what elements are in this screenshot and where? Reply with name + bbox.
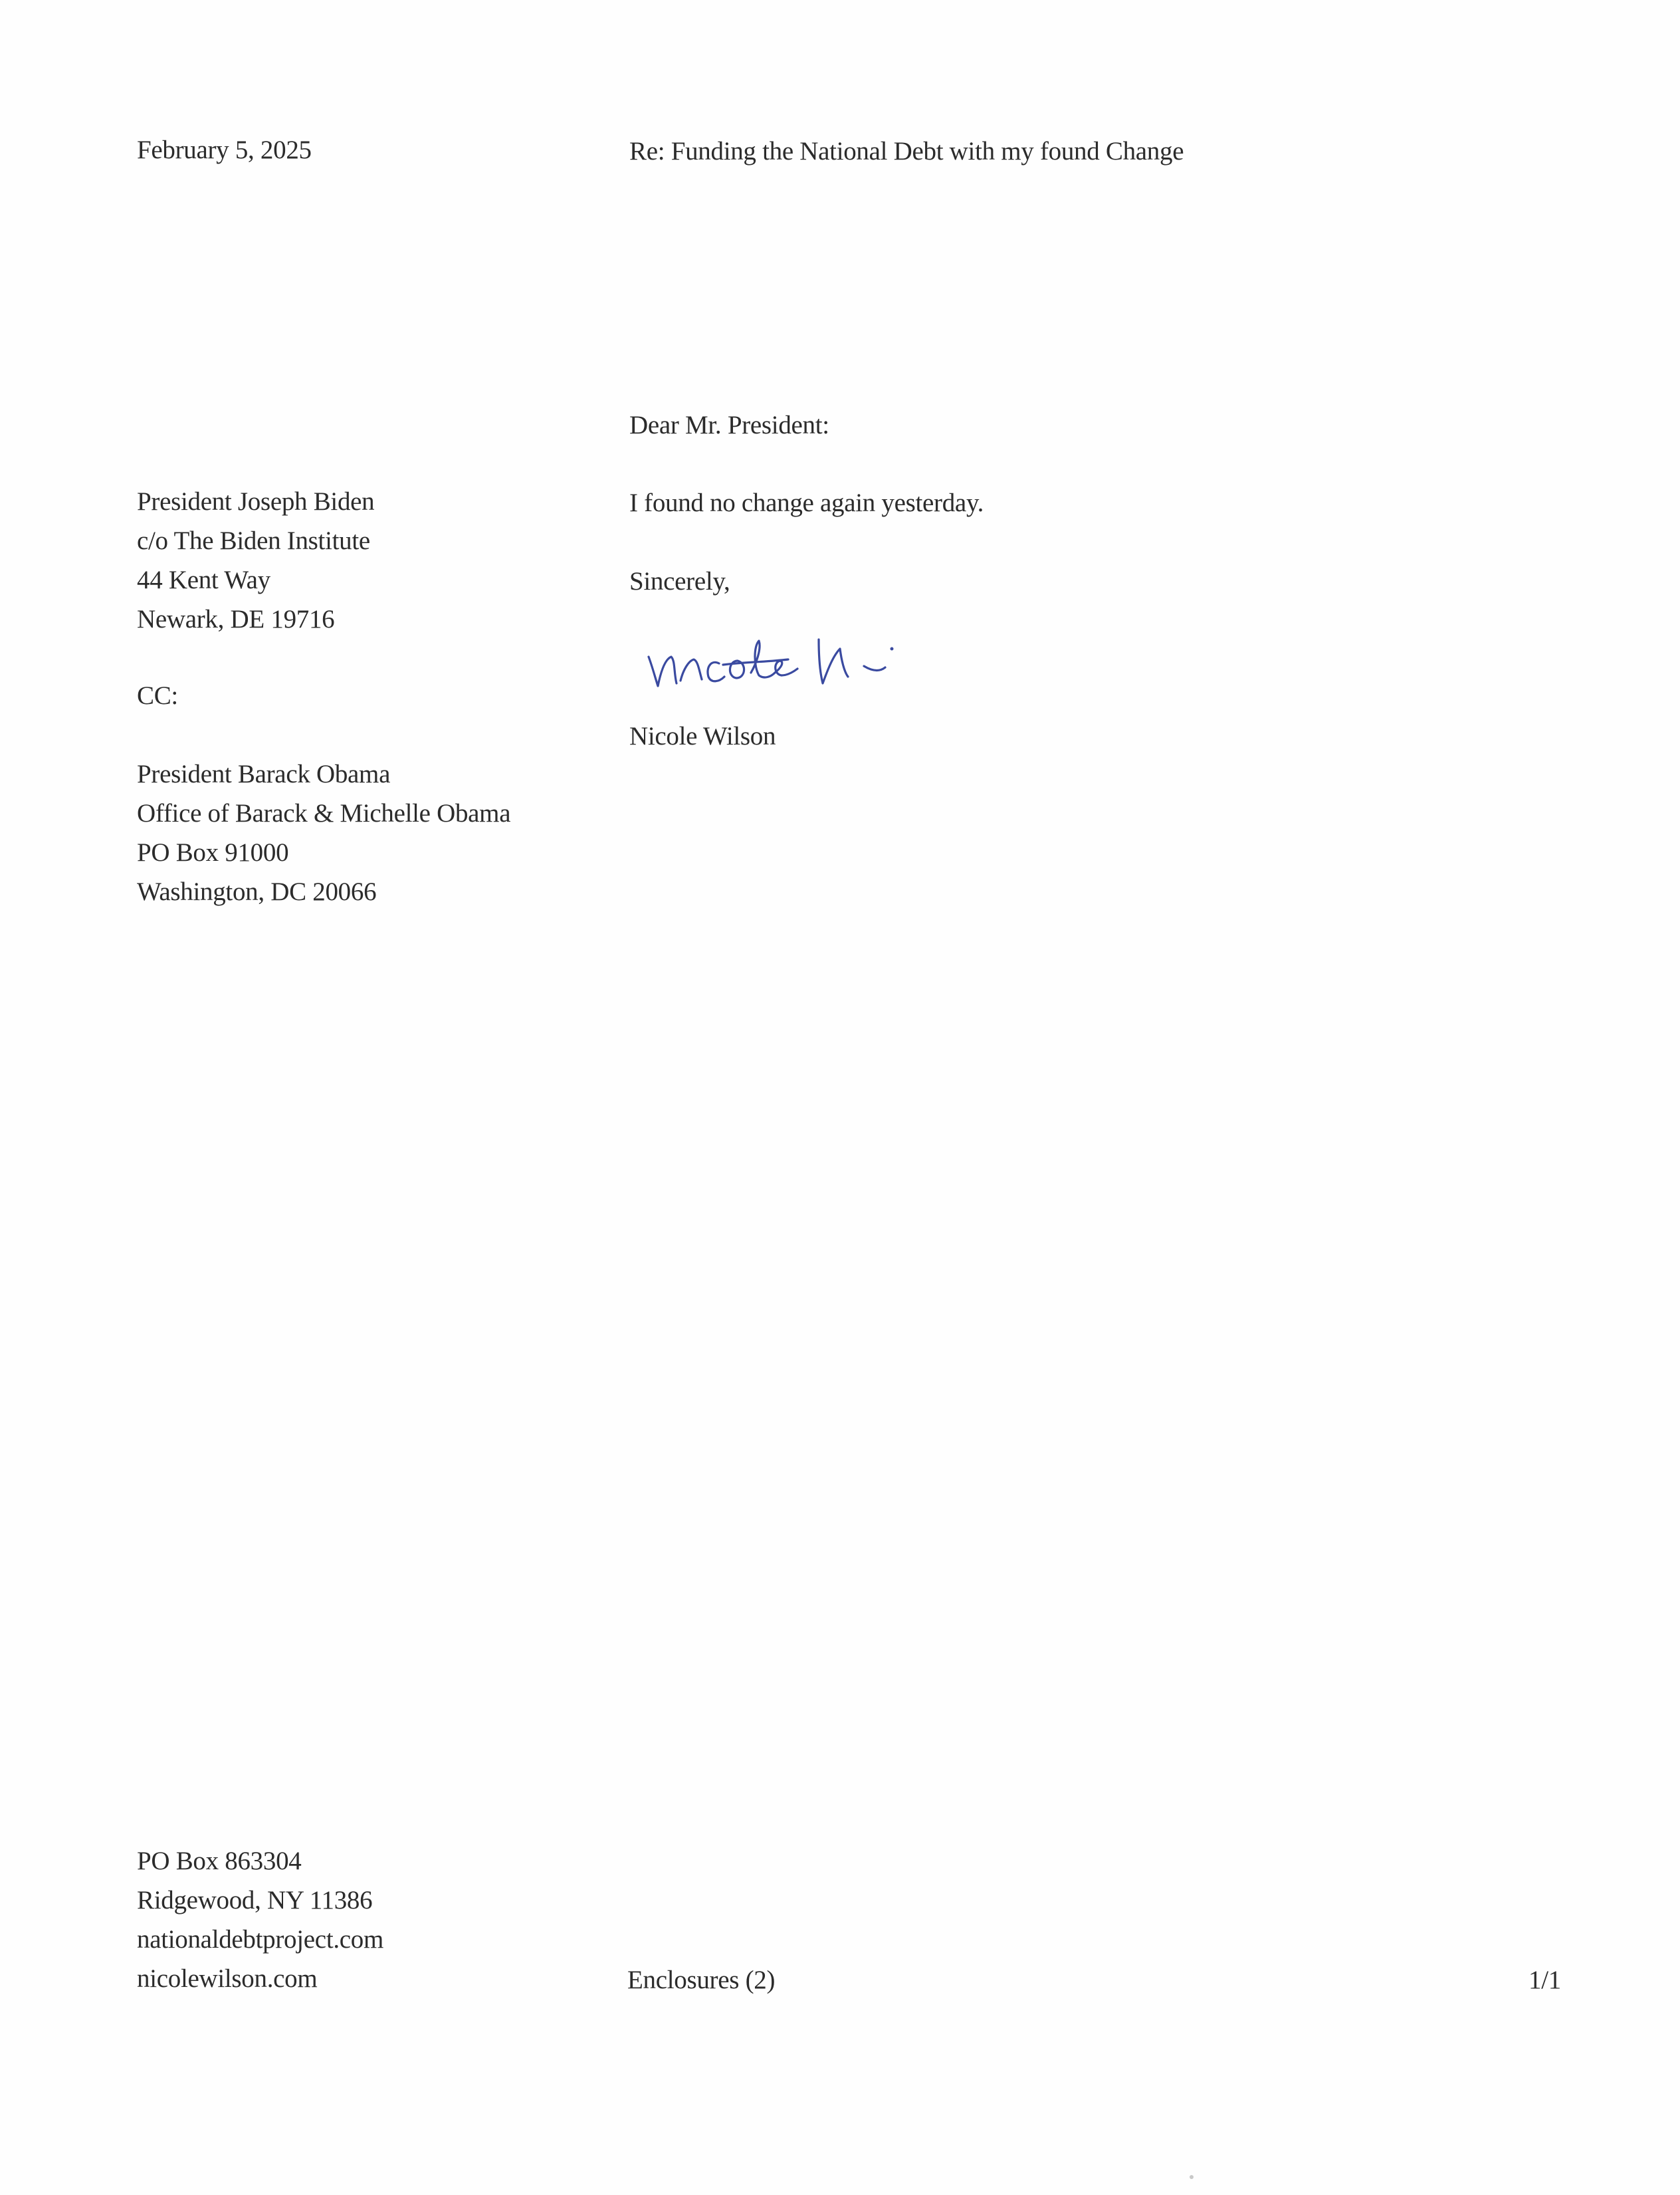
enclosures-note: Enclosures (2) (627, 1966, 776, 1994)
sender-website: nationaldebtproject.com (137, 1925, 384, 1954)
cc-line: President Barack Obama (137, 760, 391, 788)
recipient-address (137, 482, 374, 639)
cc-recipient-address (137, 754, 510, 911)
recipient-line: c/o The Biden Institute (137, 526, 370, 555)
sender-contact-line: Ridgewood, NY 11386 (137, 1886, 373, 1914)
letter-date: February 5, 2025 (137, 136, 312, 164)
recipient-line: Newark, DE 19716 (137, 605, 335, 634)
cc-line: Office of Barack & Michelle Obama (137, 799, 511, 828)
recipient-line: 44 Kent Way (137, 566, 270, 594)
letter-subject: Re: Funding the National Debt with my found Change (629, 137, 1184, 166)
sender-contact-line: PO Box 863304 (137, 1847, 302, 1875)
sender-website: nicolewilson.com (137, 1964, 318, 1993)
recipient-line: President Joseph Biden (137, 487, 375, 516)
scan-speck (1190, 2175, 1194, 2179)
salutation: Dear Mr. President: (629, 411, 829, 439)
sender-contact-block (137, 1841, 383, 1998)
cc-line: Washington, DC 20066 (137, 877, 377, 906)
cc-line: PO Box 91000 (137, 838, 289, 867)
letter-closing: Sincerely, (629, 567, 730, 596)
handwritten-signature (645, 626, 950, 699)
sender-name: Nicole Wilson (629, 722, 776, 751)
letter-body: I found no change again yesterday. (629, 489, 984, 517)
page-number: 1/1 (1528, 1966, 1561, 1994)
cc-label: CC: (137, 681, 178, 710)
